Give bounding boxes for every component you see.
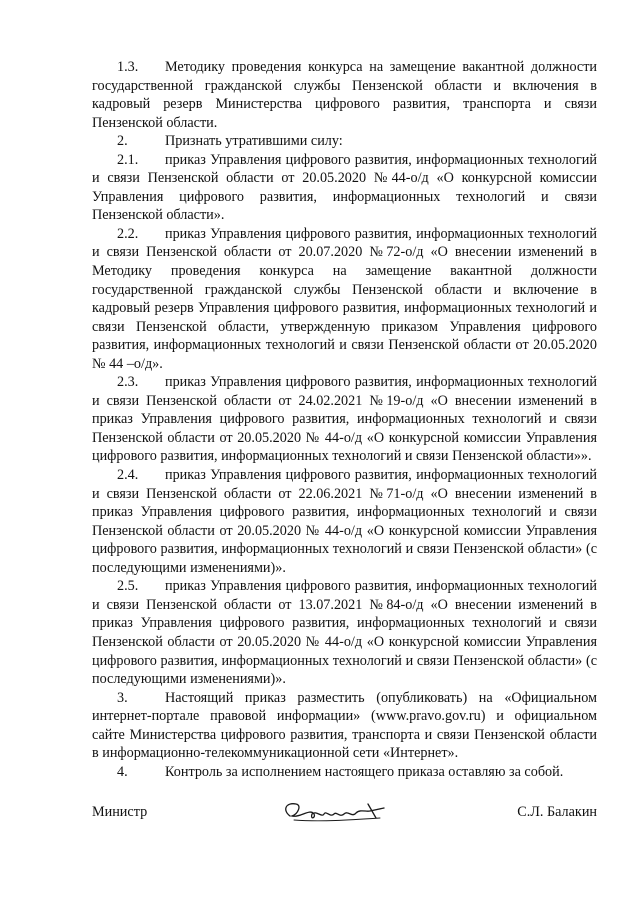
paragraph-2-5 [92,577,597,688]
paragraph-text: Настоящий приказ разместить (опубликовать) на «Официальном интернет-портале правовой информации» (www.pravo.gov.ru) и официальном сайте Министерства цифрового развития, транспорта и связи Пензенской области в информационно-телекоммуникационной сети «Интернет». [92,689,597,762]
paragraph-text: приказ Управления цифрового развития, информационных технологий и связи Пензенской области от 13.07.2021 №84-о/д «О внесении изменений в приказ Управления цифрового развития, информационных технологий и связи Пензенской области от 20.05.2020 № 44-о/д «О конкурсной комиссии Управления цифрового развития, информационных технологий и связи Пензенской области» (с последующими изменениями)». [92,578,597,688]
paragraph-number: 2. [117,133,128,150]
paragraph-1-3 [92,58,597,132]
handwritten-signature [280,796,390,828]
paragraph-text: Методику проведения конкурса на замещение вакантной должности государственной гражданской службы Пензенской области и включения в кадровый резерв Министерства цифрового развития, транспорта и связи Пензенской области. [92,59,597,131]
paragraph-number: 4. [117,763,128,780]
paragraph-number: 2.5. [117,578,139,595]
paragraph-number: 2.1. [117,151,139,168]
signatory-name: С.Л. Балакин [517,804,597,820]
paragraph-4 [92,763,597,782]
document-body [92,58,597,781]
paragraph-text: Признать утратившими силу: [165,133,343,150]
paragraph-2-2 [92,225,597,373]
signatory-title: Министр [92,804,148,820]
paragraph-number: 3. [117,689,128,706]
paragraph-text: приказ Управления цифрового развития, информационных технологий и связи Пензенской области от 20.05.2020 №44-о/д «О конкурсной комиссии Управления цифрового развития, информационных технологий и связи Пензенской области». [92,151,597,224]
paragraph-text: приказ Управления цифрового развития, информационных технологий и связи Пензенской области от 24.02.2021 №19-о/д «О внесении изменений в приказ Управления цифрового развития, информационных технологий и связи Пензенской области от 20.05.2020 № 44-о/д «О конкурсной комиссии Управления цифрового развития, информационных технологий и связи Пензенской области»». [92,374,597,465]
paragraph-number: 2.3. [117,374,139,391]
paragraph-number: 2.2. [117,225,139,242]
paragraph-2-4 [92,466,597,577]
paragraph-text: приказ Управления цифрового развития, информационных технологий и связи Пензенской области от 20.07.2020 №72-о/д «О внесении изменений в Методику проведения конкурса на замещение вакантной должности государственной гражданской службы Пензенской области и включение в кадровый резерв Управления цифрового развития, информационных технологий и связи Пензенской области, утвержденную приказом Управления цифрового развития, информационных технологий и связи Пензенской области от 20.05.2020 № 44 –о/д». [92,225,597,372]
paragraph-3 [92,689,597,763]
signature-block [92,796,597,836]
paragraph-2 [92,132,597,151]
paragraph-number: 1.3. [117,59,139,75]
paragraph-text: Контроль за исполнением настоящего приказа оставляю за собой. [165,763,564,780]
paragraph-2-1 [92,151,597,225]
paragraph-2-3 [92,373,597,466]
paragraph-text: приказ Управления цифрового развития, информационных технологий и связи Пензенской области от 22.06.2021 №71-о/д «О внесении изменений в приказ Управления цифрового развития, информационных технологий и связи Пензенской области от 20.05.2020 № 44-о/д «О конкурсной комиссии Управления цифрового развития, информационных технологий и связи Пензенской области» (с последующими изменениями)». [92,467,597,576]
paragraph-number: 2.4. [117,467,139,484]
